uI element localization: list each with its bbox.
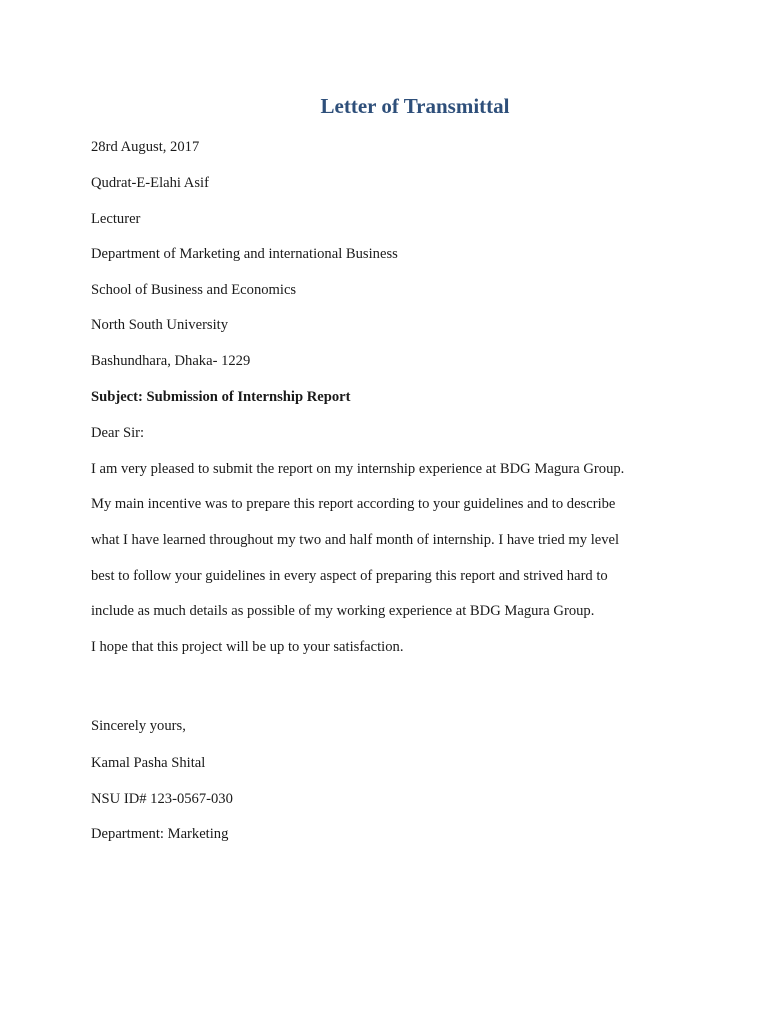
letter-date: 28rd August, 2017 [91, 139, 200, 155]
recipient-department: Department of Marketing and international Business [91, 246, 398, 262]
body-line: I am very pleased to submit the report on my internship experience at BDG Magura Group. [91, 461, 625, 477]
salutation: Dear Sir: [91, 425, 145, 441]
recipient-school: School of Business and Economics [91, 282, 297, 298]
sender-department: Department: Marketing [91, 826, 229, 842]
recipient-address: Bashundhara, Dhaka- 1229 [91, 353, 251, 369]
recipient-university: North South University [91, 317, 229, 333]
recipient-name: Qudrat-E-Elahi Asif [91, 175, 209, 191]
recipient-position: Lecturer [91, 211, 141, 227]
body-line: I hope that this project will be up to your satisfaction. [91, 639, 404, 655]
body-line: best to follow your guidelines in every aspect of preparing this report and strived hard to [91, 568, 608, 584]
sender-id: NSU ID# 123-0567-030 [91, 791, 233, 807]
body-line: what I have learned throughout my two and half month of internship. I have tried my level [91, 532, 620, 548]
body-line: My main incentive was to prepare this report according to your guidelines and to describe [91, 496, 616, 512]
body-line: include as much details as possible of my working experience at BDG Magura Group. [91, 603, 595, 619]
subject-line: Subject: Submission of Internship Report [91, 389, 351, 405]
closing: Sincerely yours, [91, 718, 186, 734]
sender-name: Kamal Pasha Shital [91, 755, 206, 771]
page-title: Letter of Transmittal [320, 94, 510, 118]
